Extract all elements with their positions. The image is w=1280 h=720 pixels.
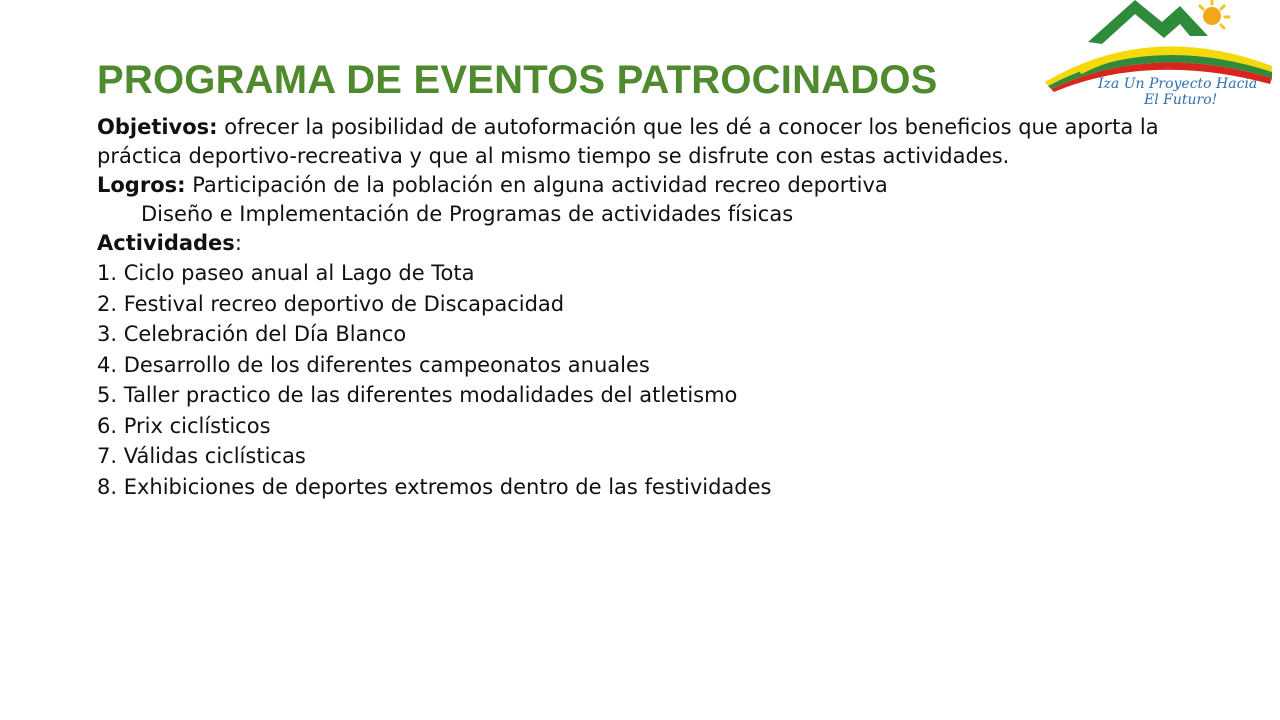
- iza-logo-graphic: [1040, 0, 1280, 110]
- list-item: 3. Celebración del Día Blanco: [97, 322, 407, 346]
- objectives-paragraph: [97, 113, 1177, 171]
- list-item: 7. Válidas ciclísticas: [97, 444, 306, 468]
- list-item: 2. Festival recreo deportivo de Discapacidad: [97, 291, 565, 316]
- achievements-text: Participación de la población en alguna actividad recreo deportiva: [185, 173, 888, 197]
- activities-label-suffix: :: [234, 231, 242, 255]
- mountain-icon: [1088, 0, 1208, 44]
- list-item: 4. Desarrollo de los diferentes campeonatos anuales: [97, 352, 650, 377]
- activities-heading: [97, 229, 1177, 258]
- achievements-label: Logros:: [97, 173, 186, 197]
- objectives-text: ofrecer la posibilidad de autoformación que les dé a conocer los beneficios que aporta la práctica deportivo-recreativa y que al mismo tiempo se disfrute con estas actividades.: [97, 115, 1159, 168]
- achievements-second-line: Diseño e Implementación de Programas de actividades físicas: [141, 202, 794, 226]
- iza-logo: [1040, 0, 1280, 110]
- sun-icon: [1200, 1, 1229, 28]
- objectives-label: Objetivos:: [97, 115, 218, 139]
- list-item: 8. Exhibiciones de deportes extremos dentro de las festividades: [97, 474, 772, 499]
- logo-slogan-line2: El Futuro!: [1144, 92, 1218, 108]
- achievements-paragraph: [97, 171, 1177, 200]
- list-item: 5. Taller practico de las diferentes modalidades del atletismo: [97, 383, 738, 407]
- slide-title: PROGRAMA DE EVENTOS PATROCINADOS: [97, 58, 938, 102]
- activities-list: [97, 258, 1177, 502]
- list-item: 1. Ciclo paseo anual al Lago de Tota: [97, 261, 475, 285]
- list-item: 6. Prix ciclísticos: [97, 413, 271, 438]
- logo-slogan-line1: Iza Un Proyecto Hacia: [1098, 76, 1258, 92]
- activities-label: Actividades: [97, 231, 235, 255]
- slide-body: [97, 113, 1177, 502]
